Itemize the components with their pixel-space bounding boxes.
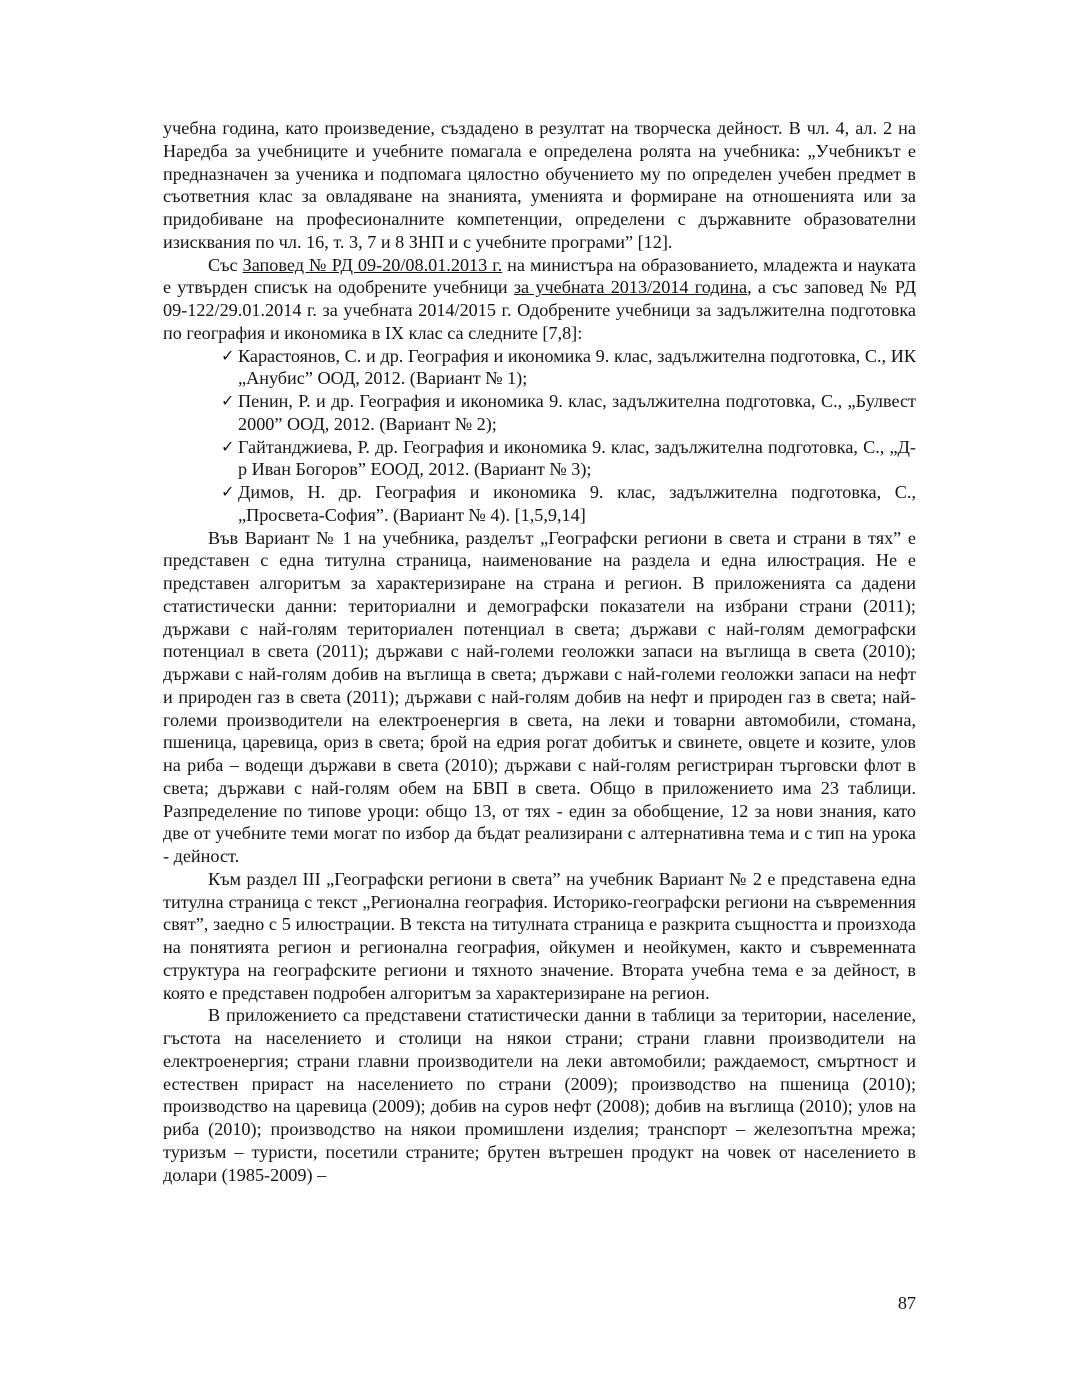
approved-textbooks-list [163,345,916,527]
order-text-post: , а със заповед № РД 09-122/29.01.2014 г. за учебната 2014/2015 г. Одобрените учебници за задължителна подготовка по география и икономика в IX клас са следните [7,8]: [163,277,916,343]
list-item [221,436,916,482]
document-page [163,117,916,1186]
checkmark-icon: ✓ [221,436,235,456]
list-item-text: Гайтанджиева, Р. др. География и икономика 9. клас, задължителна подготовка, С., „Д-р Иван Богоров” ЕООД, 2012. (Вариант № 3); [238,436,916,480]
list-item-text: Пенин, Р. и др. География и икономика 9. клас, задължителна подготовка, С., „Булвест 2000” ООД, 2012. (Вариант № 2); [238,391,916,434]
order-text-mid: на министъра на образованието, младежта и науката е утвърден списък на одобрените учебници [163,254,916,298]
school-year-link[interactable]: за учебната 2013/2014 година [513,277,748,298]
checkmark-icon: ✓ [221,345,235,365]
list-item [221,390,916,436]
paragraph-appendix: В приложението са представени статистически данни в таблици за територии, население, гъстота на населението и столици на някои страни; страни главни производители на електроенергия; страни главни производители на леки автомобили; раждаемост, смъртност и естествен прираст на населението по страни (2009); производство на пшеница (2010); производство на царевица (2009); добив на суров нефт (2008); добив на въглища (2010); улов на риба (2010); производство на някои промишлени изделия; транспорт – железопътна мрежа; туризъм – туристи, посетили страните; брутен вътрешен продукт на човек от населението в долари (1985-2009) – [163,1005,916,1185]
list-item-text: Карастоянов, С. и др. География и икономика 9. клас, задължителна подготовка, С., ИК „Анубис” ООД, 2012. (Вариант № 1); [238,345,916,389]
order-link[interactable]: Заповед № РД 09-20/08.01.2013 г. [242,254,503,275]
paragraph-textbook-role: учебна година, като произведение, създадено в резултат на творческа дейност. В чл. 4, ал. 2 на Наредба за учебниците и учебните помагала е определена ролята на учебника: „Учебникът е предназначен за ученика и подпомага цялостно обучението му по определен учебен предмет в съответния клас за овладяване на знанията, уменията и формиране на отношенията или за придобиване на професионалните компетенции, определени с държавните образователни изисквания по чл. 16, т. 3, 7 и 8 ЗНП и с учебните програми” [12]. [163,118,916,252]
order-text-pre: Със [208,254,243,275]
checkmark-icon: ✓ [221,482,235,501]
list-item [221,345,916,391]
paragraph-variant-2: Към раздел III „Географски региони в света” на учебник Вариант № 2 е представена една титулна страница с текст „Регионална география. Историко-географски региони на съвременния свят”, заедно с 5 илюстрации. В текста на титулната страница е разкрита същността и произхода на понятията регион и регионална география, ойкумен и неойкумен, както и съвременната структура на географските региони и тяхното значение. Втората учебна тема е за дейност, в която е представен подробен алгоритъм за характеризиране на регион. [163,868,916,1003]
page-number: 87 [897,1293,916,1313]
list-item-text: Димов, Н. др. География и икономика 9. клас, задължителна подготовка, С., „Просвета-София”. (Вариант № 4). [1,5,9,14] [238,482,916,525]
paragraph-order [163,254,916,345]
checkmark-icon: ✓ [221,391,235,410]
list-item [221,481,916,527]
paragraph-variant-1: Във Вариант № 1 на учебника, разделът „Географски региони в света и страни в тях” е представен с една титулна страница, наименование на раздела и една илюстрация. Не е представен алгоритъм за характеризиране на страна и регион. В приложенията са дадени статистически данни: териториални и демографски показатели на избрани страни (2011); държави с най-голям териториален потенциал в света; държави с най-голям демографски потенциал в света (2011); държави с най-големи геоложки запаси на въглища в света (2010); държави с най-голям добив на въглища в света; държави с най-големи геоложки запаси на нефт и природен газ в света (2011); държави с най-голям добив на нефт и природен газ в света; най-големи производители на електроенергия в света, на леки и товарни автомобили, стомана, пшеница, царевица, ориз в света; брой на едрия рогат добитък и свинете, овцете и козите, улов на риба – водещи държави в света (2010); държави с най-голям регистриран търговски флот в света; държави с най-голям обем на БВП в света. Общо в приложението има 23 таблици. Разпределение по типове уроци: общо 13, от тях - един за обобщение, 12 за нови знания, като две от учебните теми могат по избор да бъдат реализирани с алтернативна тема и с тип на урока - дейност. [163,527,916,866]
